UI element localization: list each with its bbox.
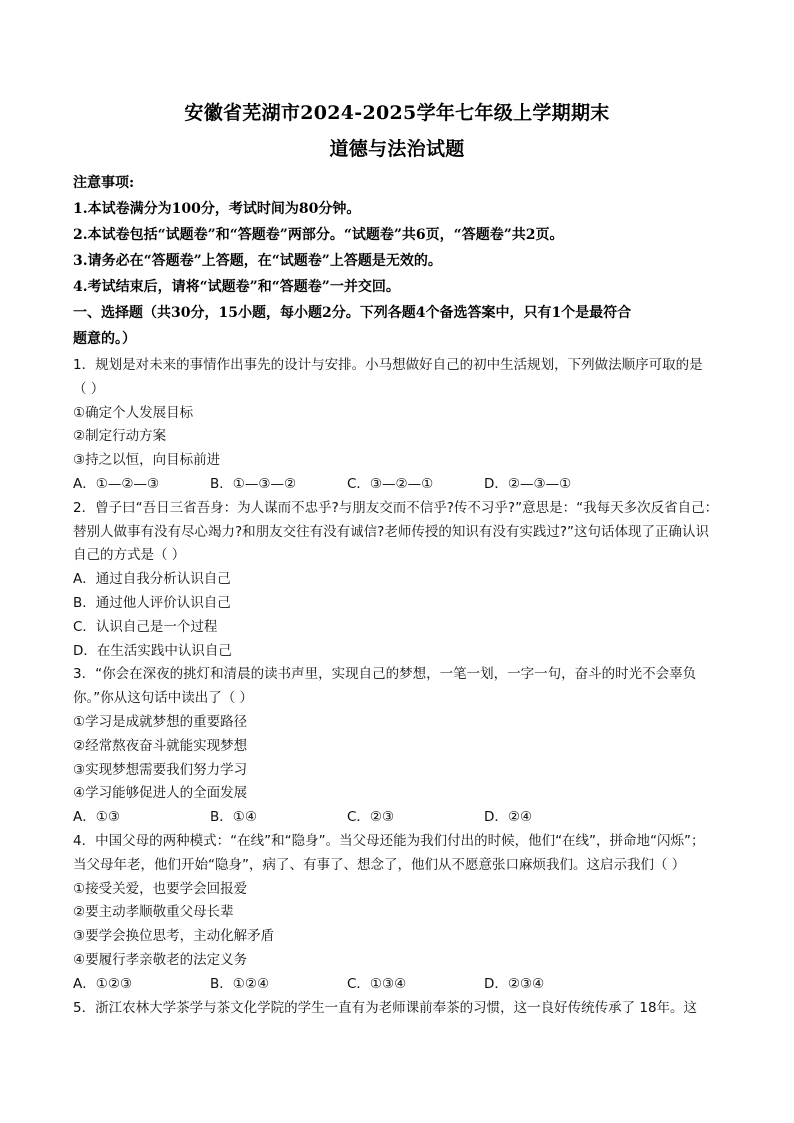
q2-option-d: D．在生活实践中认识自己 [73, 642, 232, 659]
section-heading-cont: 题意的。） [73, 331, 136, 347]
option-b: B．①—③—② [210, 475, 297, 492]
section-heading: 一、选择题（共30分，15小题，每小题2分。下列各题4个备选答案中，只有1个是最符合 [73, 305, 632, 321]
q3-stem-cont: 你。”你从这句话中读出了（ ） [73, 690, 254, 707]
exam-title: 安徽省芜湖市2024-2025学年七年级上学期期末 [184, 102, 610, 124]
instruction-item: 4.考试结束后，请将“试题卷”和“答题卷”一并交回。 [73, 279, 400, 295]
exam-subtitle: 道德与法治试题 [329, 138, 465, 160]
q3-statement: ④学习能够促进人的全面发展 [73, 785, 248, 802]
instructions [73, 170, 733, 352]
option-c: C．②③ [347, 809, 395, 826]
q1-statement: ②制定行动方案 [73, 428, 167, 445]
q3-options [73, 806, 733, 830]
option-b: B．①④ [210, 809, 257, 826]
q5-stem: 5．浙江农林大学茶学与茶文化学院的学生一直有为老师课前奉茶的习惯，这一良好传统传承了 18年。这 [73, 999, 698, 1016]
q1-options [73, 473, 733, 497]
q3-stem: 3．“你会在深夜的挑灯和清晨的读书声里，实现自己的梦想，一笔一划，一字一句，奋斗的时光不会辜负 [73, 666, 697, 683]
q2-option-c: C．认识自己是一个过程 [73, 618, 218, 635]
q4-statement: ②要主动孝顺敬重父母长辈 [73, 904, 234, 921]
instructions-heading: 注意事项: [73, 175, 135, 191]
q4-statement: ④要履行孝亲敬老的法定义务 [73, 951, 248, 968]
q1-statement: ③持之以恒，向目标前进 [73, 452, 221, 469]
option-d: D．②—③—① [484, 475, 572, 492]
q4-stem-cont: 当父母年老，他们开始“隐身”，病了、有事了、想念了，他们从不愿意张口麻烦我们。这启示我们（ ） [73, 856, 686, 873]
q3-statement: ③实现梦想需要我们努力学习 [73, 761, 248, 778]
option-c: C．①③④ [347, 975, 407, 992]
instruction-item: 1.本试卷满分为100分，考试时间为80分钟。 [73, 201, 361, 217]
q1-statement: ①确定个人发展目标 [73, 404, 194, 421]
q3-statement: ②经常熬夜奋斗就能实现梦想 [73, 737, 248, 754]
questions [73, 354, 733, 1020]
instruction-item: 3.请务必在“答题卷”上答题，在“试题卷”上答题是无效的。 [73, 253, 442, 269]
q4-statement: ①接受关爱，也要学会回报爱 [73, 880, 248, 897]
q4-stem: 4．中国父母的两种模式：“在线”和“隐身”。当父母还能为我们付出的时候，他们“在线”，拼命地“闪烁”； [73, 832, 705, 849]
q1-stem-cont: （ ） [73, 380, 105, 397]
q2-stem-cont: 替别人做事有没有尽心竭力?和朋友交往有没有诚信?老师传授的知识有没有实践过?”这句话体现了正确认识 [73, 523, 709, 540]
q2-option-a: A．通过自我分析认识自己 [73, 571, 231, 588]
option-d: D．②④ [484, 809, 533, 826]
option-a: A．①③ [73, 809, 120, 826]
q2-option-b: B．通过他人评价认识自己 [73, 594, 231, 611]
q1-stem: 1．规划是对未来的事情作出事先的设计与安排。小马想做好自己的初中生活规划，下列做法顺序可取的是 [73, 357, 703, 373]
q4-options [73, 973, 733, 997]
q4-statement: ③要学会换位思考，主动化解矛盾 [73, 928, 275, 945]
option-b: B．①②④ [210, 975, 270, 992]
q3-statement: ①学习是成就梦想的重要路径 [73, 713, 248, 730]
q2-stem: 2．曾子曰“吾日三省吾身：为人谋而不忠乎?与朋友交而不信乎?传不习乎?”意思是：“我每天多次反省自己： [73, 499, 719, 516]
option-d: D．②③④ [484, 975, 545, 992]
instruction-item: 2.本试卷包括“试题卷”和“答题卷”两部分。“试题卷”共6页，“答题卷”共2页。 [73, 227, 564, 243]
option-c: C．③—②—① [347, 475, 434, 492]
option-a: A．①②③ [73, 975, 133, 992]
q2-stem-cont: 自己的方式是（ ） [73, 547, 186, 564]
option-a: A．①—②—③ [73, 475, 160, 492]
